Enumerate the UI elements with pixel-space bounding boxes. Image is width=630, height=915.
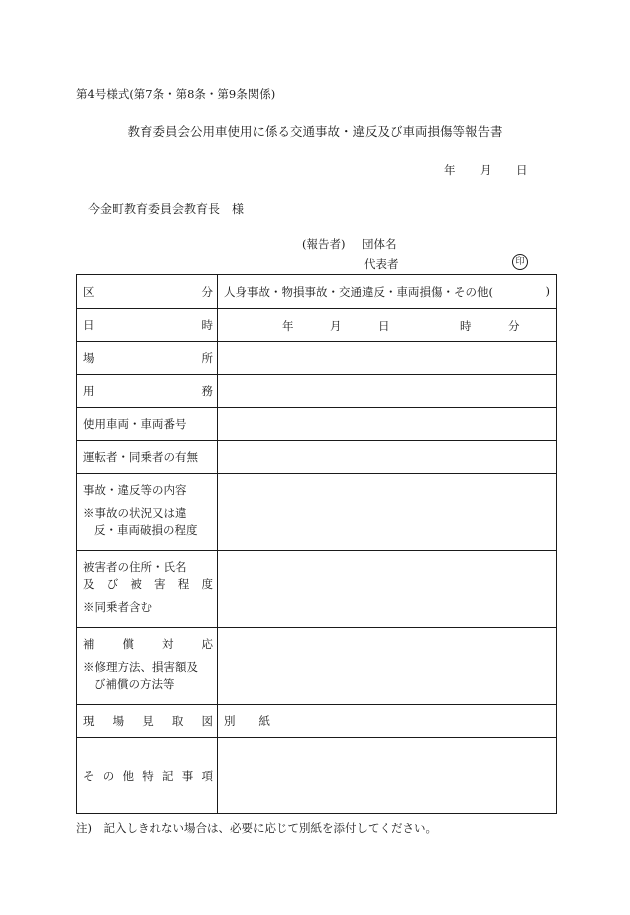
label-char: そ (83, 768, 95, 783)
representative-label: 代表者 (364, 257, 399, 271)
label-char: 害 (154, 577, 166, 591)
row-other-notes (77, 738, 557, 814)
row-site-sketch (77, 705, 557, 738)
label-note: ※修理方法、損害額及 (83, 660, 198, 674)
value-datetime[interactable] (218, 309, 557, 342)
row-compensation (77, 628, 557, 705)
label-char: 図 (201, 714, 213, 728)
report-table (76, 274, 557, 814)
label-char: 務 (201, 384, 213, 398)
datetime-year: 年 (282, 319, 294, 333)
label-compensation (77, 628, 218, 705)
label-text: 使用車両・車両番号 (83, 417, 187, 431)
label-char: 分 (201, 284, 213, 299)
label-place (77, 342, 218, 375)
value-purpose[interactable] (218, 375, 557, 408)
seal-mark: 印 (512, 254, 528, 270)
label-other-notes (77, 738, 218, 814)
label-note: び補償の方法等 (94, 677, 175, 691)
label-purpose (77, 375, 218, 408)
label-spread (83, 576, 213, 593)
label-driver (77, 441, 218, 474)
label-incident (77, 474, 218, 551)
label-text: 運転者・同乗者の有無 (83, 450, 198, 464)
reporter-label: (報告者) (302, 237, 346, 251)
label-category (77, 275, 218, 309)
value-site-sketch[interactable] (218, 705, 557, 738)
label-spread (83, 636, 213, 653)
date-year-label: 年 (444, 163, 456, 177)
row-purpose (77, 375, 557, 408)
row-place (77, 342, 557, 375)
value-compensation[interactable] (218, 628, 557, 705)
label-text: 事故・違反等の内容 (83, 483, 187, 497)
row-victim (77, 551, 557, 628)
category-options: 人身事故・物損事故・交通違反・車両損傷・その他( (224, 284, 493, 299)
document-title: 教育委員会公用車使用に係る交通事故・違反及び車両損傷等報告書 (127, 124, 503, 139)
label-char: 場 (83, 351, 95, 365)
label-char: 時 (201, 318, 213, 332)
label-char: 償 (122, 637, 134, 651)
label-victim (77, 551, 218, 628)
datetime-hour: 時 (460, 319, 472, 333)
label-char: 及 (83, 577, 95, 591)
value-category[interactable] (218, 275, 557, 309)
date-month-label: 月 (480, 163, 492, 177)
label-char: 対 (162, 637, 174, 651)
value-vehicle[interactable] (218, 408, 557, 441)
label-char: の (102, 768, 115, 783)
label-char: 所 (201, 351, 213, 365)
label-char: 他 (122, 768, 134, 783)
label-site-sketch (77, 705, 218, 738)
footnote: 注) 記入しきれない場合は、必要に応じて別紙を添付してください。 (76, 821, 437, 835)
org-name-label: 団体名 (362, 237, 397, 251)
datetime-minute: 分 (508, 319, 520, 333)
label-char: 場 (112, 714, 125, 728)
label-char: 補 (83, 637, 95, 651)
label-note: ※同乗者含む (83, 600, 152, 614)
label-char: 見 (142, 714, 154, 728)
label-char: 現 (83, 714, 95, 728)
label-char: 項 (201, 768, 213, 783)
value-victim[interactable] (218, 551, 557, 628)
site-sketch-value: 別 紙 (224, 714, 270, 728)
value-place[interactable] (218, 342, 557, 375)
label-char: 被 (130, 577, 142, 591)
value-driver[interactable] (218, 441, 557, 474)
label-text: 被害者の住所・氏名 (83, 560, 187, 574)
value-incident[interactable] (218, 474, 557, 551)
form-number: 第4号様式(第7条・第8条・第9条関係) (76, 87, 276, 101)
datetime-month: 月 (330, 319, 342, 333)
label-char: 取 (171, 714, 184, 728)
label-vehicle (77, 408, 218, 441)
row-category (77, 275, 557, 309)
label-note: 反・車両破損の程度 (94, 523, 198, 537)
row-vehicle (77, 408, 557, 441)
label-char: 区 (83, 284, 95, 299)
addressee: 今金町教育委員会教育長 様 (88, 202, 245, 216)
label-char: 日 (83, 318, 95, 332)
label-char: 特 (142, 768, 154, 783)
label-note: ※事故の状況又は違 (83, 506, 187, 520)
label-char: 記 (162, 768, 174, 783)
label-char: 応 (201, 637, 213, 651)
datetime-day: 日 (378, 319, 390, 333)
label-datetime (77, 309, 218, 342)
row-datetime (77, 309, 557, 342)
category-close-paren: ) (545, 283, 550, 298)
label-char: 程 (177, 577, 190, 591)
value-other-notes[interactable] (218, 738, 557, 814)
date-day-label: 日 (516, 163, 528, 177)
label-char: 事 (181, 768, 194, 783)
label-char: び (106, 577, 119, 591)
label-char: 用 (83, 384, 95, 398)
row-incident (77, 474, 557, 551)
row-driver (77, 441, 557, 474)
label-char: 度 (201, 577, 213, 591)
